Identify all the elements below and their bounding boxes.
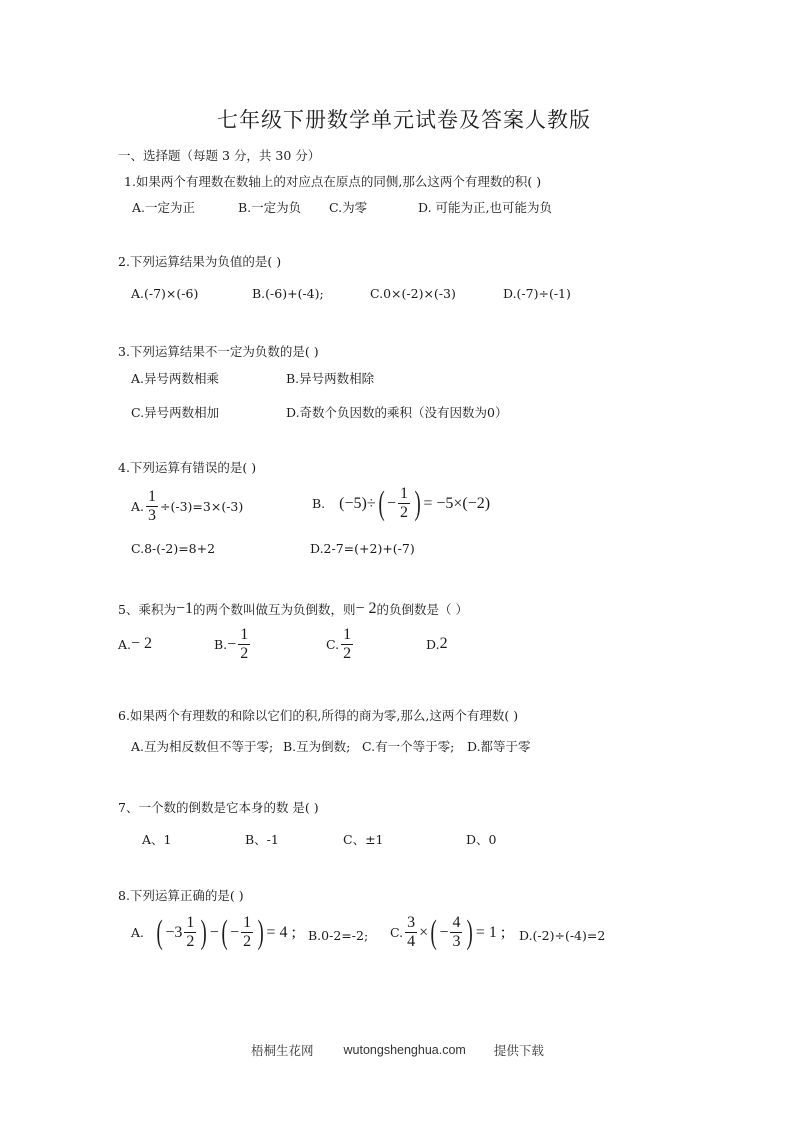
q2-option-c: C.0×(-2)×(-3) [370,286,456,301]
fraction: $\frac{1}{2}$ [243,914,252,950]
page-footer [251,1041,544,1059]
q1-option-c: C.为零 [329,200,368,215]
q5-option-c: C. $\frac{1}{2}$ [326,626,352,662]
fraction: $\frac{1}{2}$ [343,626,352,662]
q3-option-a: A.异号两数相乘 [131,371,220,386]
q6-option-c: C.有一个等于零; [362,739,455,754]
q6-option-d: D.都等于零 [467,739,531,754]
option-label: A. [131,499,145,514]
q4-option-d: D.2-7=(+2)+(-7) [310,541,415,556]
question-6-stem: 6.如果两个有理数的和除以它们的积,所得的商为零,那么,这两个有理数( ) [118,708,519,723]
fraction: $\frac{1}{3}$ [148,488,157,524]
q4-option-a: A. $\frac{1}{3}$ ÷(-3)=3×(-3) [131,488,244,524]
q1-option-b: B.一定为负 [238,200,302,215]
q2-option-d: D.(-7)÷(-1) [503,286,571,301]
question-2-stem: 2.下列运算结果为负值的是( ) [118,254,282,269]
q8-option-d: D.(-2)÷(-4)=2 [519,928,606,943]
q7-option-b: B、-1 [245,832,279,847]
footer-suffix: 提供下载 [493,1043,544,1058]
q4-option-c: C.8-(-2)=8+2 [131,541,216,556]
fraction: $\frac{1}{2}$ [240,626,249,662]
q8-option-a: A. ( −3 $\frac{1}{2}$ ) − ( − $\frac{1}{2}$ ) = 4 ; [131,913,296,951]
q6-option-a: A.互为相反数但不等于零; [131,739,274,754]
q8-option-b: B.0-2=-2; [308,928,369,943]
fraction: $\frac{1}{2}$ [186,914,195,950]
q3-option-c: C.异号两数相加 [131,405,220,420]
q8-option-c: C. $\frac{3}{4}$ × ( − $\frac{4}{3}$ ) = 1 ; [390,913,506,951]
q5-option-a: A. − 2 [118,635,153,652]
fraction: $\frac{4}{3}$ [452,914,461,950]
footer-site-name: 梧桐生花网 [251,1043,314,1058]
question-8-stem: 8.下列运算正确的是( ) [118,888,244,903]
q5-option-d: D. 2 [426,635,448,652]
fraction: $\frac{1}{2}$ [400,485,408,521]
page-title: 七年级下册数学单元试卷及答案人教版 [217,108,591,132]
q3-option-d: D.奇数个负因数的乘积（没有因数为0） [286,405,508,420]
q1-option-a: A.一定为正 [132,200,196,215]
q7-option-a: A、1 [142,832,172,847]
question-4-stem: 4.下列运算有错误的是( ) [118,460,257,475]
q1-option-d: D. 可能为正,也可能为负 [418,200,552,215]
fraction: $\frac{3}{4}$ [407,914,416,950]
q7-option-d: D、0 [466,832,497,847]
question-5-stem: 5、乘积为 −1 的两个数叫做互为负倒数，则 − 2 的负倒数是（ ） [118,600,469,617]
footer-url[interactable]: wutongshenghua.com [343,1043,466,1057]
q6-option-b: B.互为倒数; [283,739,351,754]
q4-option-b: B. (−5)÷ ( − $\frac{1}{2}$ ) = −5×(−2) [312,484,491,522]
q2-option-b: B.(-6)+(-4); [252,286,324,301]
q7-option-c: C、±1 [343,832,384,847]
question-3-stem: 3.下列运算结果不一定为负数的是( ) [118,344,319,359]
section-heading: 一、选择题（每题 3 分，共 30 分） [118,148,321,163]
question-7-stem: 7、一个数的倒数是它本身的数 是( ) [118,800,319,815]
q3-option-b: B.异号两数相除 [286,371,375,386]
q5-option-b: B. − $\frac{1}{2}$ [214,626,249,662]
q2-option-a: A.(-7)×(-6) [131,286,199,301]
question-1-stem: 1.如果两个有理数在数轴上的对应点在原点的同侧,那么这两个有理数的积( ) [124,174,542,189]
